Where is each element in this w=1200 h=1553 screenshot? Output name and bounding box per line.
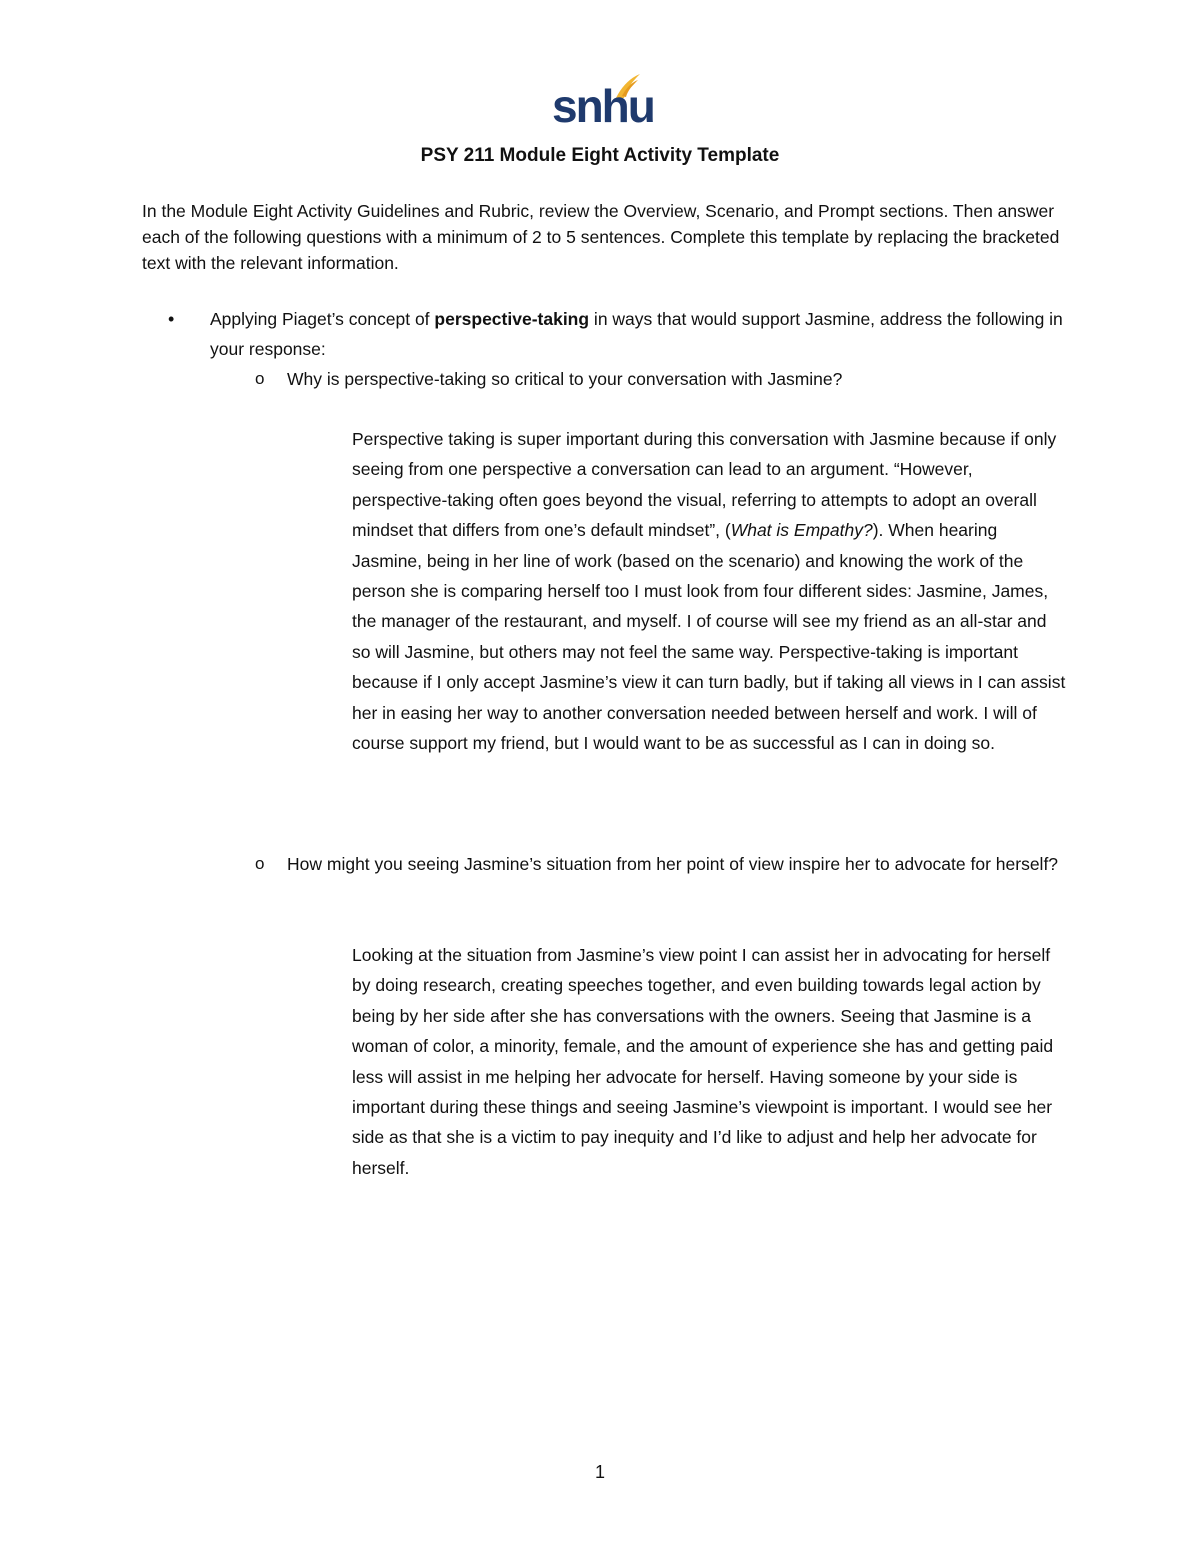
answer-1-part1: Perspective taking is super important during this conversation with Jasmine because if only seeing from one perspective a conversation can lead to an argument. “However, perspective-taking often goes beyond the visual, referring to attempts to adopt an overall mindset that differs from one’s default mindset”, ( <box>352 429 1057 541</box>
bullet-marker: • <box>168 309 175 329</box>
bullet-text-before: Applying Piaget’s concept of <box>210 309 435 329</box>
intro-paragraph: In the Module Eight Activity Guidelines and Rubric, review the Overview, Scenario, and Prompt sections. Then answer each of the following questions with a minimum of 2 to 5 sentences. Complete this template by replacing the bracketed text with the relevant information. <box>142 201 1060 273</box>
answer-1 <box>352 424 1067 758</box>
question-1: Why is perspective-taking so critical to your conversation with Jasmine? <box>287 369 843 389</box>
bullet-text-bold: perspective-taking <box>434 309 590 329</box>
main-bullet-text <box>210 304 1070 364</box>
sub-bullet-marker-1: o <box>255 369 265 388</box>
sub-bullet-marker-2: o <box>255 854 265 873</box>
bullet-text-after: in ways that would support Jasmine, address the following in your response: <box>210 309 1063 359</box>
question-2: How might you seeing Jasmine’s situation from her point of view inspire her to advocate for herself? <box>287 854 1059 874</box>
logo-wordmark: snhu <box>552 80 654 132</box>
snhu-logo <box>552 72 654 134</box>
answer-2: Looking at the situation from Jasmine’s view point I can assist her in advocating for herself by doing research, creating speeches together, and even building towards legal action by being by her side after she has conversations with the owners. Seeing that Jasmine is a woman of color, a minority, female, and the amount of experience she has and getting paid less will assist in me helping her advocate for herself. Having someone by your side is important during these things and seeing Jasmine’s viewpoint is important. I would see her side as that she is a victim to pay inequity and I’d like to adjust and help her advocate for herself. <box>352 945 1054 1178</box>
answer-1-part2: ). When hearing Jasmine, being in her line of work (based on the scenario) and knowing the work of the person she is comparing herself too I must look from four different sides: Jasmine, James, the manager of the restaurant, and myself. I of course will see my friend as an all-star and so will Jasmine, but others may not feel the same way. Perspective-taking is important because if I only accept Jasmine’s view it can turn badly, but if taking all views in I can assist her in easing her way to another conversation needed between herself and work. I will of course support my friend, but I would want to be as successful as I can in doing so. <box>352 520 1066 754</box>
page-number: 1 <box>594 1462 605 1482</box>
document-title: PSY 211 Module Eight Activity Template <box>420 145 780 166</box>
answer-1-citation: What is Empathy? <box>730 520 873 541</box>
